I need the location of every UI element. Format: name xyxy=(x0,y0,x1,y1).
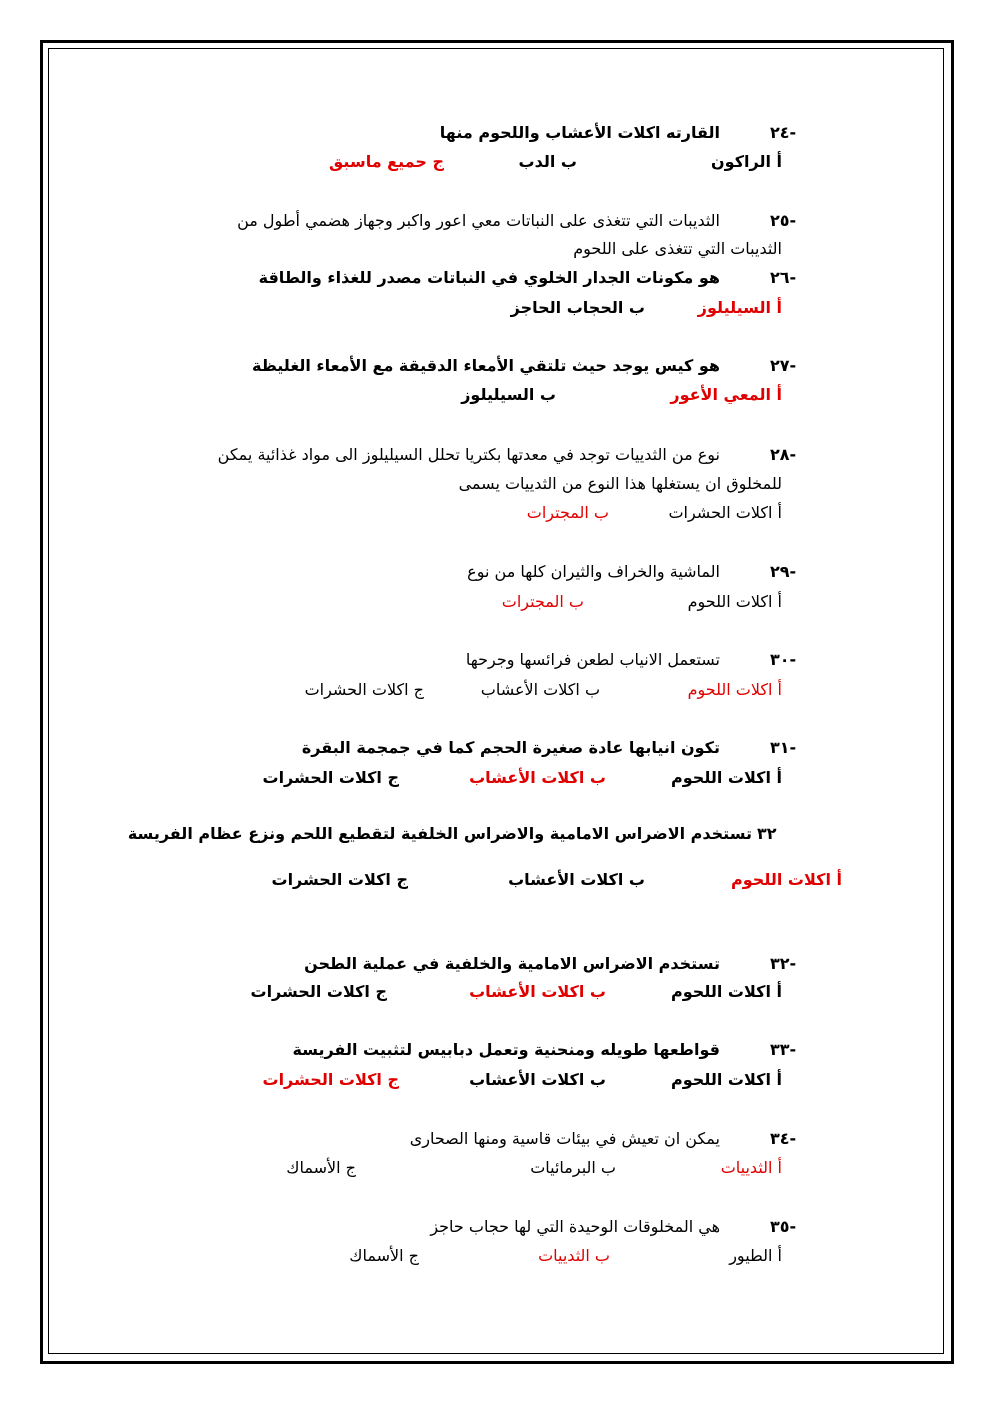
question-text: تستعمل الانياب لطعن فرائسها وجرحها xyxy=(465,650,720,669)
option-b-correct: ب المجترات xyxy=(526,503,609,522)
question-text: الماشية والخراف والثيران كلها من نوع xyxy=(467,562,720,581)
option-c: ج اكلات الحشرات xyxy=(271,870,408,889)
question-text-cont: الثديبات التي تتغذى على اللحوم xyxy=(573,239,782,258)
question-text: يمكن ان تعيش في بيئات قاسية ومنها الصحارى xyxy=(409,1129,720,1148)
option-b: ب اكلات الأعشاب xyxy=(469,1070,606,1089)
question-text: نوع من الثدييات توجد في معدتها بكتريا تحلل السيليلوز الى مواد غذائية يمكن xyxy=(217,445,720,464)
question-text: قواطعها طويله ومنحنية وتعمل دبابيس لتثبيت الفريسة xyxy=(292,1040,720,1059)
option-a: أ اكلات اللحوم xyxy=(687,592,782,611)
question-number: ٢٤- xyxy=(770,123,797,142)
option-a-correct: أ المعي الأعور xyxy=(670,385,782,404)
question-text: هو مكونات الجدار الخلوي في النباتات مصدر للغذاء والطاقة xyxy=(258,268,720,287)
option-c: ج اكلات الحشرات xyxy=(304,680,424,699)
option-a: أ الطيور xyxy=(729,1246,782,1265)
option-b-correct: ب الثدييات xyxy=(538,1246,610,1265)
question-text: هو كيس يوجد حيث تلتقي الأمعاء الدقيقة مع الأمعاء الغليظة xyxy=(251,356,720,375)
question-number: ٢٥- xyxy=(770,211,797,230)
question-text: القارته اكلات الأعشاب واللحوم منها xyxy=(439,123,720,142)
question-number: ٣٠- xyxy=(770,650,797,669)
option-a-correct: أ السيليلوز xyxy=(697,298,782,317)
page-border-inner xyxy=(48,48,944,1354)
option-b: ب الدب xyxy=(518,152,577,171)
question-text: تستخدم الاضراس الامامية والاضراس الخلفية لتقطيع اللحم ونزع عظام الفريسة xyxy=(127,824,752,843)
question-text: هي المخلوقات الوحيدة التي لها حجاب حاجز xyxy=(430,1217,720,1236)
option-b: ب اكلات الأعشاب xyxy=(480,680,600,699)
option-a: أ الراكون xyxy=(711,152,782,171)
option-b-correct: ب اكلات الأعشاب xyxy=(469,982,606,1001)
question-number: ٢٨- xyxy=(770,445,797,464)
option-b-correct: ب اكلات الأعشاب xyxy=(469,768,606,787)
question-text: تستخدم الاضراس الامامية والخلفية في عملية الطحن xyxy=(304,954,720,973)
question-number: ٣٥- xyxy=(770,1217,797,1236)
question-number: ٣٢- xyxy=(770,954,797,973)
option-a: أ اكلات اللحوم xyxy=(671,1070,782,1089)
option-a: أ اكلات الحشرات xyxy=(668,503,782,522)
option-c-correct: ج حميع ماسبق xyxy=(329,152,444,171)
option-b: ب البرمائيات xyxy=(530,1158,616,1177)
question-number: ٣٢ xyxy=(757,824,777,843)
question-text: الثديبات التي تتغذى على النباتات معي اعور واكبر وجهاز هضمي أطول من xyxy=(237,211,720,230)
question-text: تكون انيابها عادة صغيرة الحجم كما في جمجمة البقرة xyxy=(301,738,720,757)
option-c: ج الأسماك xyxy=(286,1158,356,1177)
question-number: ٣١- xyxy=(770,738,797,757)
option-c: ج الأسماك xyxy=(349,1246,419,1265)
option-b: ب اكلات الأعشاب xyxy=(508,870,645,889)
question-number: ٣٣- xyxy=(770,1040,797,1059)
option-a: أ اكلات اللحوم xyxy=(671,768,782,787)
option-b: ب الحجاب الحاجز xyxy=(510,298,645,317)
question-number: ٢٧- xyxy=(770,356,797,375)
option-a: أ اكلات اللحوم xyxy=(671,982,782,1001)
question-number: ٢٩- xyxy=(770,562,797,581)
option-c-correct: ج اكلات الحشرات xyxy=(262,1070,399,1089)
question-text-cont: للمخلوق ان يستغلها هذا النوع من الثدييات يسمى xyxy=(458,474,782,493)
option-b: ب السيليلوز xyxy=(461,385,556,404)
option-c: ج اكلات الحشرات xyxy=(250,982,387,1001)
option-c: ج اكلات الحشرات xyxy=(262,768,399,787)
option-a-correct: أ الثدييات xyxy=(720,1158,782,1177)
option-b-correct: ب المجترات xyxy=(501,592,584,611)
option-a-correct: أ اكلات اللحوم xyxy=(731,870,842,889)
question-number: ٢٦- xyxy=(770,268,797,287)
option-a-correct: أ اكلات اللحوم xyxy=(687,680,782,699)
question-number: ٣٤- xyxy=(770,1129,797,1148)
